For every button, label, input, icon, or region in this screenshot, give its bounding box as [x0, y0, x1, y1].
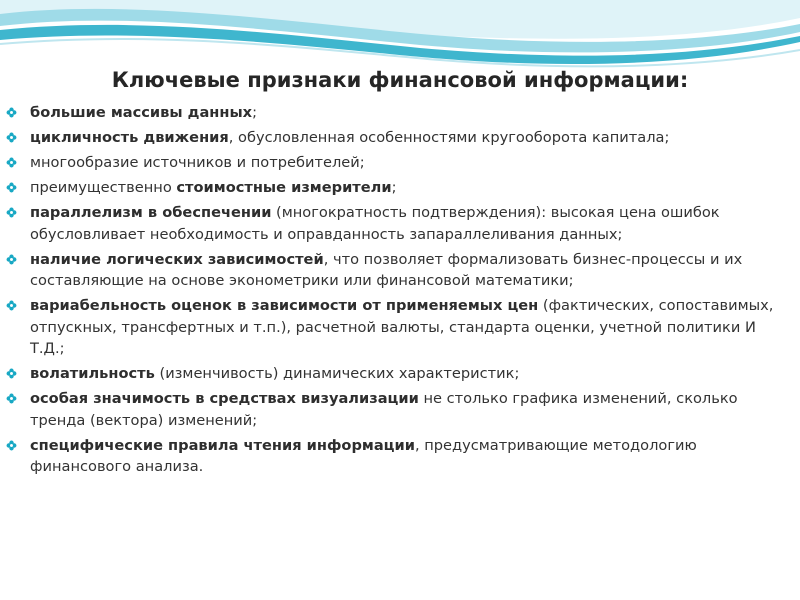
item-text: , обусловленная особенностями кругооборота капитала; [228, 129, 670, 147]
item-bold: параллелизм в обеспечении [30, 204, 272, 222]
item-bold: большие массивы данных [30, 104, 253, 121]
list-item [30, 152, 792, 173]
list-item [30, 127, 792, 148]
flower-bullet-icon [6, 207, 17, 218]
item-text: , предусматривающие методологию финансового анализа. [30, 436, 697, 476]
item-bold: волатильность [30, 365, 155, 383]
flower-bullet-icon [6, 300, 17, 311]
list-item [30, 363, 792, 384]
item-text: не столько графика изменений, сколько тренда (вектора) изменений; [30, 390, 738, 429]
flower-bullet-icon [6, 132, 17, 143]
list-item [30, 102, 792, 123]
item-bold: стоимостные измерители [176, 179, 392, 197]
flower-bullet-icon [6, 254, 17, 265]
list-item [30, 249, 792, 292]
item-text: , что позволяет формализовать бизнес-процессы и их составляющие на основе эконометрики или финансовой математики; [30, 250, 743, 290]
item-bold: специфические правила чтения информации [30, 436, 415, 454]
flower-bullet-icon [6, 440, 17, 451]
slide-title: Ключевые признаки финансовой информации: [111, 68, 689, 92]
item-text: (изменчивость) динамических характеристик; [154, 365, 520, 383]
item-bold: вариабельность оценок в зависимости от применяемых цен [30, 297, 539, 315]
item-text: (фактических, сопоставимых, отпускных, трансфертных и т.п.), расчетной валюты, стандарта оценки, учетной политики И Т.Д.; [30, 297, 774, 358]
list-item [30, 295, 792, 359]
item-text: многообразие источников и потребителей; [30, 154, 365, 172]
list-item [30, 388, 792, 431]
item-bold: особая значимость в средствах визуализации [30, 390, 419, 408]
item-text: ; [252, 104, 257, 121]
flower-bullet-icon [6, 393, 17, 404]
item-pre-text: преимущественно [30, 179, 177, 197]
item-bold: наличие логических зависимостей [30, 250, 324, 268]
flower-bullet-icon [6, 368, 17, 379]
feature-list [30, 102, 792, 481]
flower-bullet-icon [6, 107, 17, 118]
list-item [30, 177, 792, 198]
flower-bullet-icon [6, 182, 17, 193]
flower-bullet-icon [6, 157, 17, 168]
item-bold: цикличность движения [30, 129, 229, 147]
list-item [30, 202, 792, 245]
item-text: ; [391, 179, 397, 197]
list-item [30, 435, 792, 478]
item-text: (многократность подтверждения): высокая цена ошибок обусловливает необходимость и оправданность запараллеливания данных; [30, 204, 720, 243]
